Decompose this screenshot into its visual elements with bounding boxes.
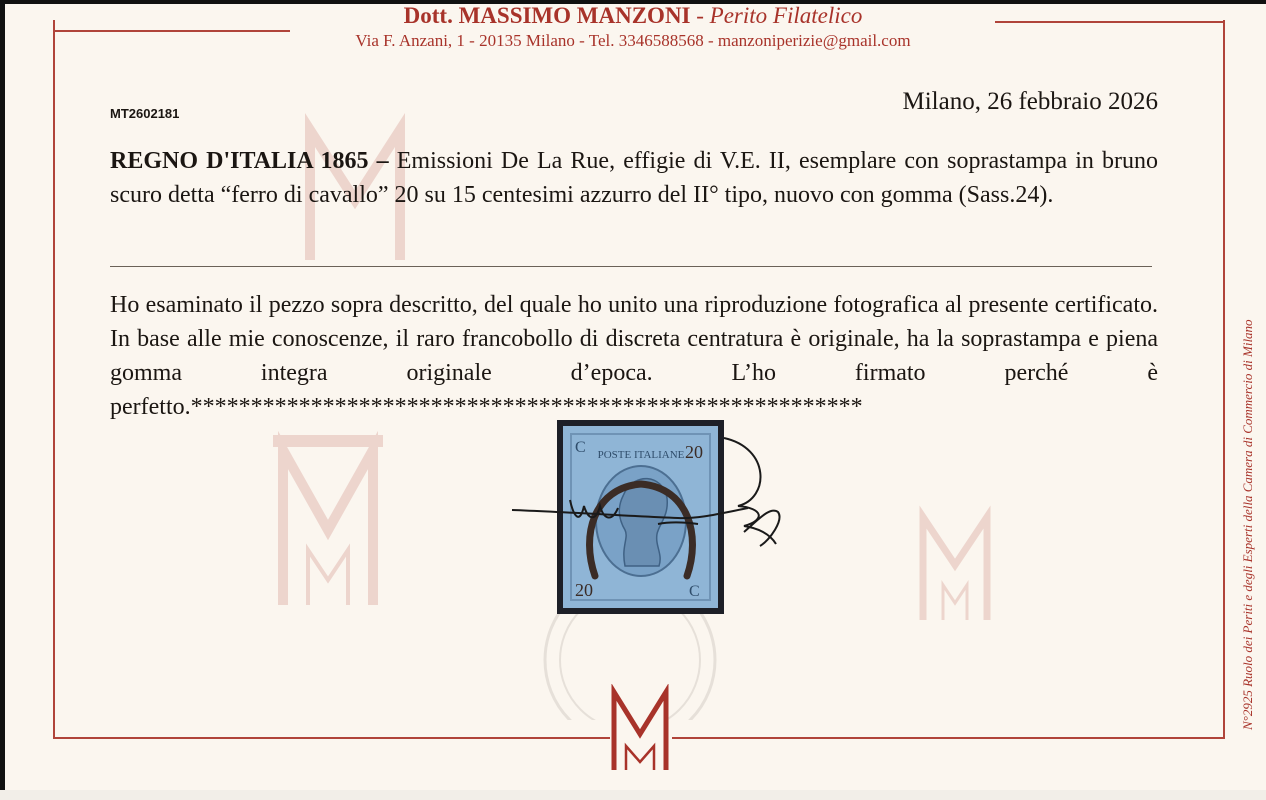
expert-name-header [0,3,1266,29]
divider-rule [110,266,1152,267]
scan-edge-bottom [0,790,1266,800]
monogram-seal-logo [608,684,672,774]
scan-edge-left [0,0,5,800]
registration-side-note: N°2925 Ruolo dei Periti e degli Esperti della Camera di Commercio di Milano [1240,319,1255,730]
stamp-value-bottom: 20 [575,580,593,600]
stamp-heading: REGNO D'ITALIA 1865 – [110,148,389,174]
stamp-corner-letter-top: C [575,439,586,456]
frame-bottom-left-rule [53,737,610,739]
stamp-description-paragraph [110,144,1158,212]
expert-signature [508,428,788,558]
certificate-number: MT2602181 [110,106,180,121]
stamp-description: Emissioni De La Rue, effigie di V.E. II, esemplare con soprastampa in bruno scuro detta “ferro di cavallo” 20 su 15 centesimi azzurro del II° tipo, nuovo con gomma (Sass.24). [110,148,1158,208]
expert-address: Via F. Anzani, 1 - 20135 Milano - Tel. 3346588568 - manzoniperizie@gmail.com [355,31,911,50]
frame-bottom-right-rule [672,737,1225,739]
expert-opinion: Ho esaminato il pezzo sopra descritto, del quale ho unito una riproduzione fotografica al presente certificato. In base alle mie conoscenze, il raro francobollo di discreta centratura è originale, ha la soprastampa e piena gomma integra originale d’epoca. L’ho firmato perché è perfetto.******************************************************** [110,292,1158,420]
expert-title: - Perito Filatelico [696,3,863,28]
stamp-corner-letter-bottom: C [689,583,700,600]
certificate-date: Milano, 26 febbraio 2026 [902,88,1158,115]
stamp-top-label: POSTE ITALIANE [597,449,685,461]
expert-name: Dott. MASSIMO MANZONI [403,3,691,28]
stamp-value-top: 20 [685,442,703,462]
